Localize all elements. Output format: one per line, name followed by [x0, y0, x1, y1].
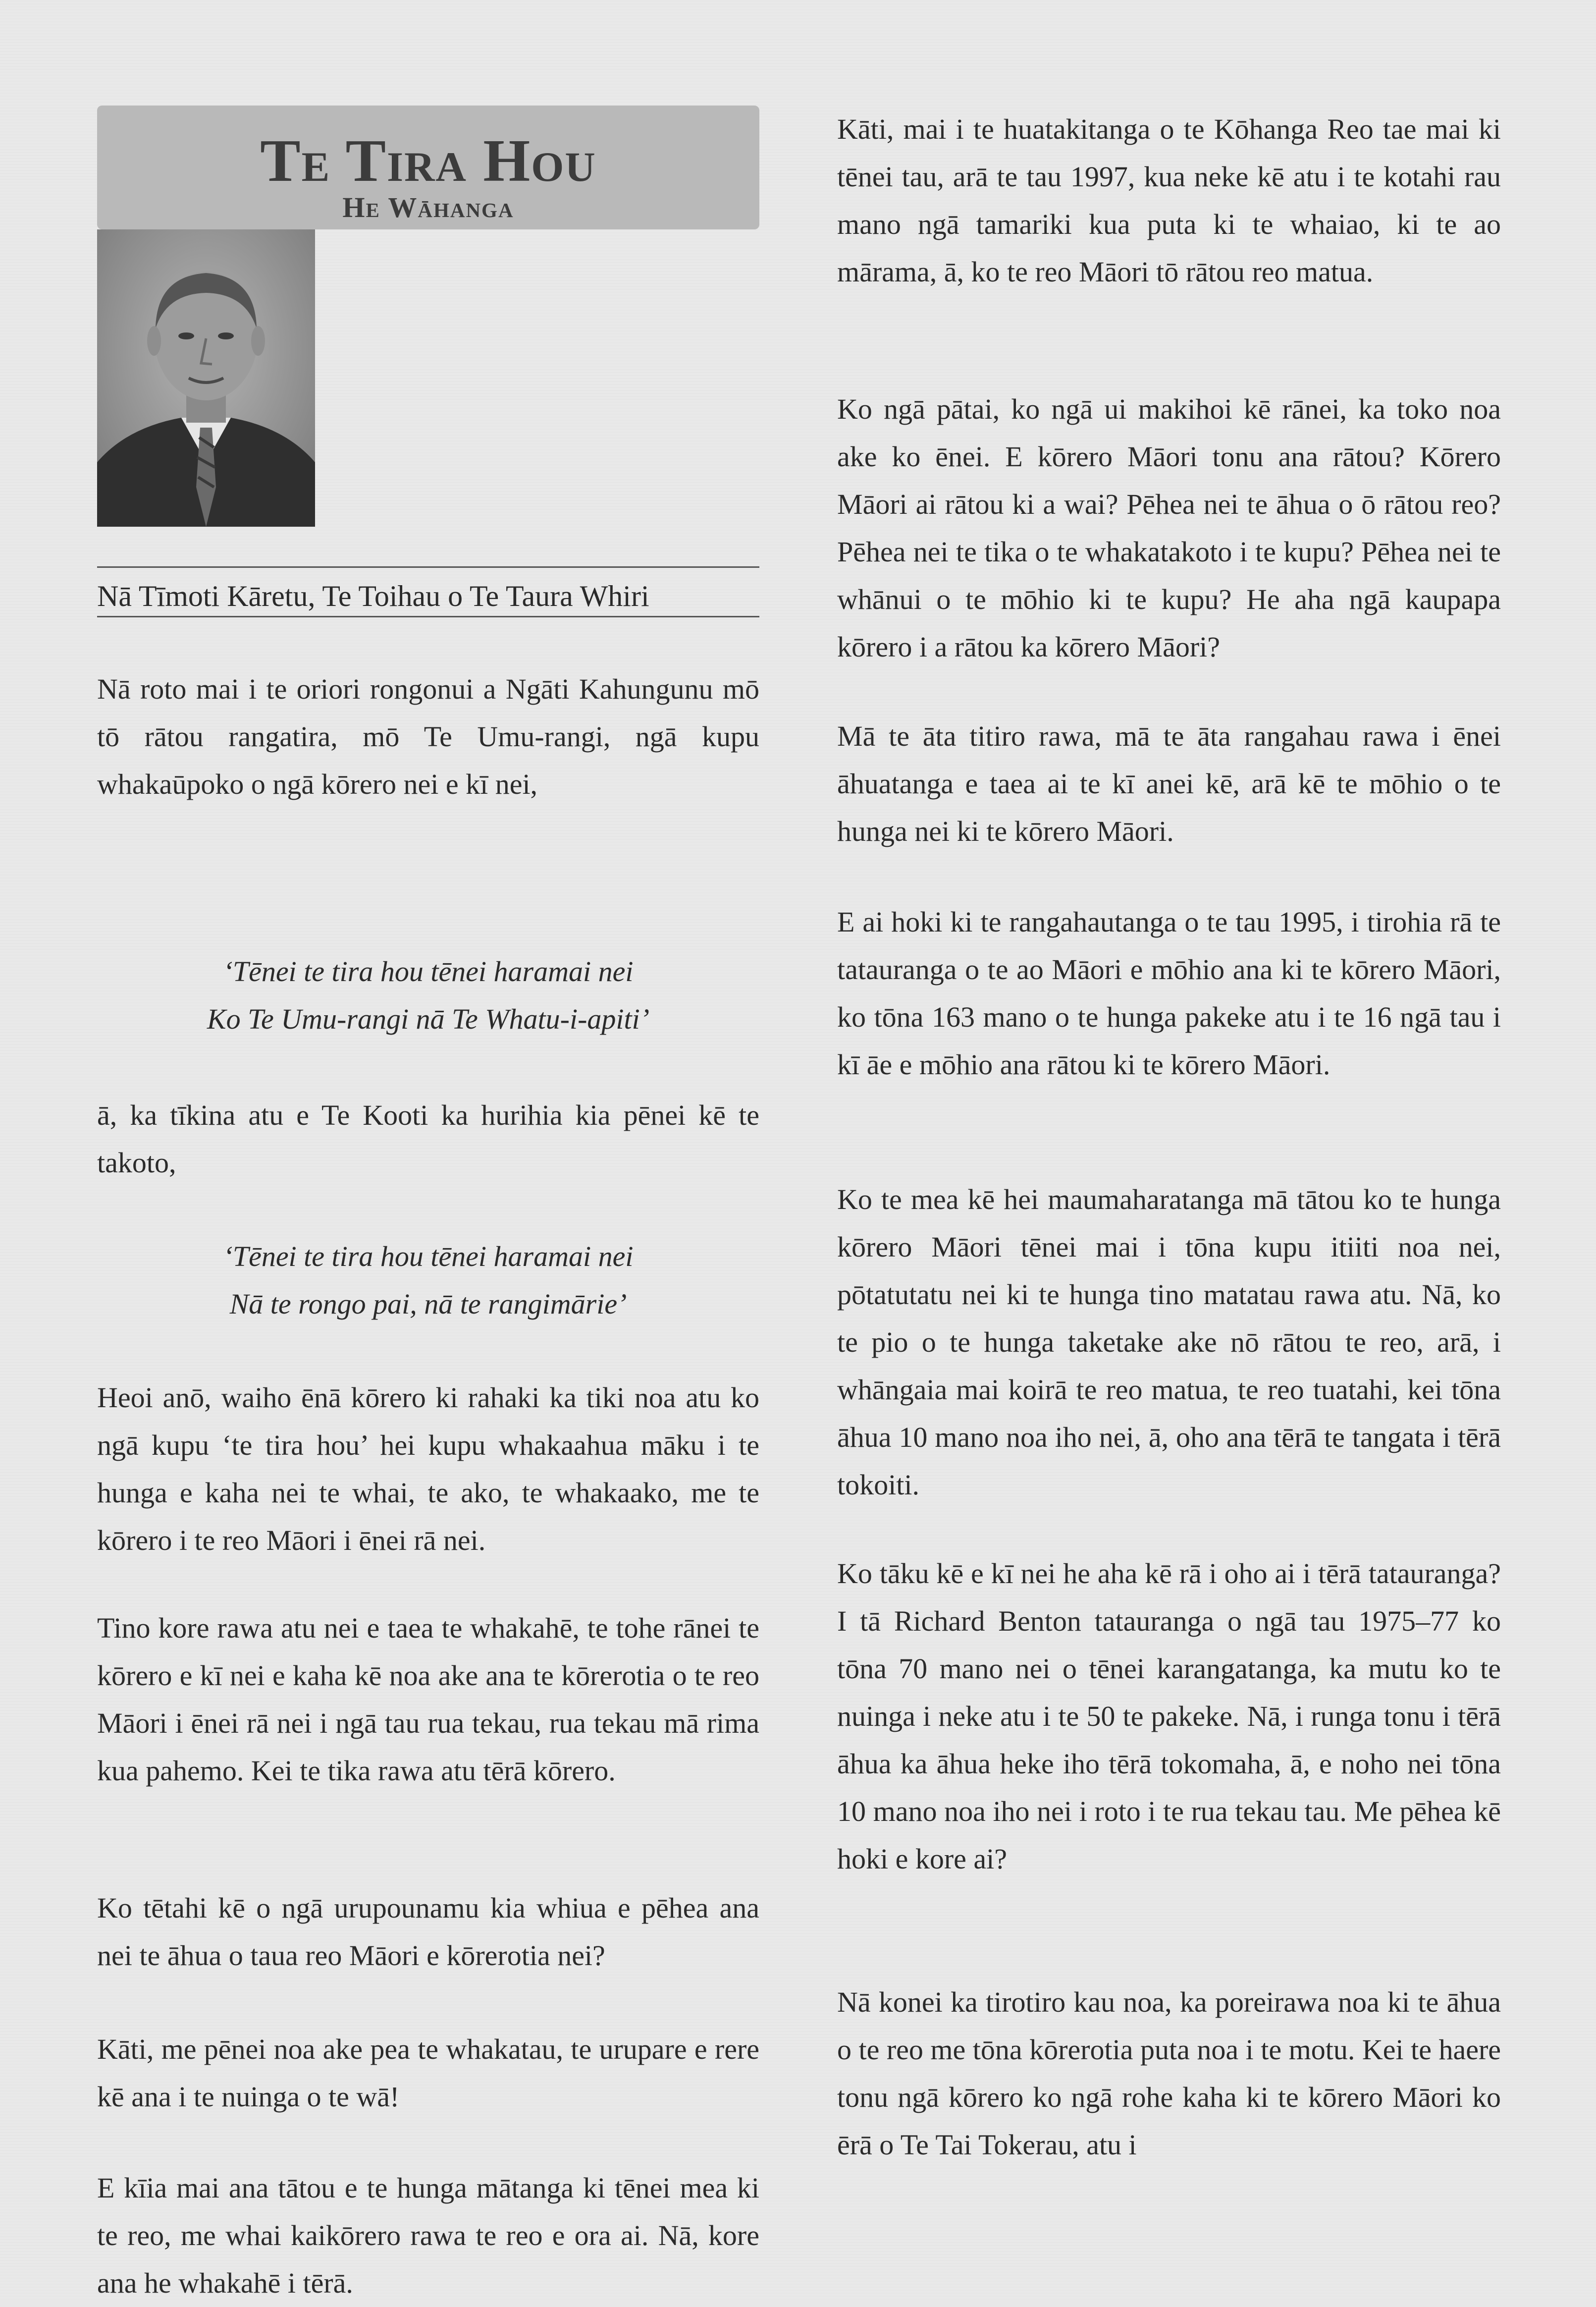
quote-1-line-1: ‘Tēnei te tira hou tēnei haramai nei: [223, 955, 634, 988]
left-paragraph-3: Heoi anō, waiho ēnā kōrero ki rahaki ka tiki noa atu ko ngā kupu ‘te tira hou’ hei kupu whakaahua māku i te hunga e kaha nei te whai, te ako, te whakaako, me te kōrero i te reo Māori i ēnei rā nei.: [97, 1381, 759, 1556]
left-paragraph-7: E kīia mai ana tātou e te hunga mātanga ki tēnei mea ki te reo, me whai kaikōrero rawa te reo e ora ai. Nā, kore ana he whakahē i tērā.: [97, 2172, 759, 2299]
title-banner: [97, 106, 759, 229]
right-paragraph-6: Ko tāku kē e kī nei he aha kē rā i oho ai i tērā tatauranga? I tā Richard Benton tatauranga o ngā tau 1975–77 ko tōna 70 mano nei o tēnei karangatanga, ka mutu ko te nuinga i neke atu i te 50 te pakeke. Nā, i runga tonu i tērā āhua ka āhua heke iho tērā tokomaha, ā, e noho nei tōna 10 mano noa iho nei i roto i te rua tekau tau. Me pēhea kē hoki e kore ai?: [837, 1557, 1501, 1875]
right-paragraph-7: Nā konei ka tirotiro kau noa, ka poreirawa noa ki te āhua o te reo me tōna kōrerotia puta noa i te motu. Kei te haere tonu ngā kōrero ko ngā rohe kaha ki te kōrero Māori ko ērā o Te Tai Tokerau, atu i: [837, 1986, 1501, 2161]
author-byline: Nā Tīmoti Kāretu, Te Toihau o Te Taura Whiri: [97, 580, 649, 612]
left-paragraph-4: Tino kore rawa atu nei e taea te whakahē, te tohe rānei te kōrero e kī nei e kaha kē noa ake ana te kōrerotia o te reo Māori i ēnei rā nei i ngā tau rua tekau, rua tekau mā rima kua pahemo. Kei te tika rawa atu tērā kōrero.: [97, 1612, 759, 1787]
byline-rule-bottom: [97, 616, 759, 617]
right-paragraph-4: E ai hoki ki te rangahautanga o te tau 1995, i tirohia rā te tatauranga o te ao Māori e mōhio ana ki te kōrero Māori, ko tōna 163 mano o te hunga pakeke atu i te 16 ngā tau i kī āe e mōhio ana rātou ki te kōrero Māori.: [837, 906, 1501, 1081]
right-paragraph-2: Ko ngā pātai, ko ngā ui makihoi kē rānei, ka toko noa ake ko ēnei. E kōrero Māori tonu ana rātou? Kōrero Māori ai rātou ki a wai? Pēhea nei te āhua o ō rātou reo? Pēhea nei te tika o te whakatakoto i te kupu? Pēhea nei te whānui o te mōhio ki te kupu? He aha ngā kaupapa kōrero i a rātou ka kōrero Māori?: [837, 393, 1501, 663]
right-paragraph-3: Mā te āta titiro rawa, mā te āta rangahau rawa i ēnei āhuatanga e taea ai te kī anei kē, arā kē te mōhio o te hunga nei ki te kōrero Māori.: [837, 720, 1501, 847]
left-paragraph-1: Nā roto mai i te oriori rongonui a Ngāti Kahungunu mō tō rātou rangatira, mō Te Umu-rangi, ngā kupu whakaūpoko o ngā kōrero nei e kī nei,: [97, 673, 759, 800]
right-paragraph-1: Kāti, mai i te huatakitanga o te Kōhanga Reo tae mai ki tēnei tau, arā te tau 1997, kua neke kē atu i te kotahi rau mano ngā tamariki kua puta ki te whaiao, ki te ao mārama, ā, ko te reo Māori tō rātou reo matua.: [837, 113, 1501, 288]
left-paragraph-2: ā, ka tīkina atu e Te Kooti ka hurihia kia pēnei kē te takoto,: [97, 1099, 759, 1179]
page-title: Te Tira Hou: [260, 127, 596, 194]
right-paragraph-5: Ko te mea kē hei maumaharatanga mā tātou ko te hunga kōrero Māori tēnei mai i tōna kupu itiiti noa nei, pōtatutatu nei ki te hunga tino matatau rawa atu. Nā, ko te pio o te hunga taketake ake nō rātou te reo, arā, i whāngaia mai koirā te reo matua, te reo tuatahi, kei tōna āhua 10 mano noa iho nei, ā, oho ana tērā te tangata i tērā tokoiti.: [837, 1183, 1501, 1501]
quote-2-line-1: ‘Tēnei te tira hou tēnei haramai nei: [223, 1240, 634, 1272]
author-photo: [97, 229, 315, 527]
left-paragraph-5: Ko tētahi kē o ngā urupounamu kia whiua e pēhea ana nei te āhua o taua reo Māori e kōrerotia nei?: [97, 1892, 759, 1972]
quote-1-line-2: Ko Te Umu-rangi nā Te Whatu-i-apiti’: [207, 1003, 650, 1035]
left-column: [97, 106, 759, 2299]
page-subtitle: He Wāhanga: [342, 191, 514, 223]
quote-2-line-2: Nā te rongo pai, nā te rangimārie’: [229, 1288, 627, 1320]
left-paragraph-6: Kāti, me pēnei noa ake pea te whakatau, te urupare e rere kē ana i te nuinga o te wā!: [97, 2033, 759, 2113]
byline-rule-top: [97, 566, 759, 568]
author-portrait-image: [97, 229, 315, 527]
